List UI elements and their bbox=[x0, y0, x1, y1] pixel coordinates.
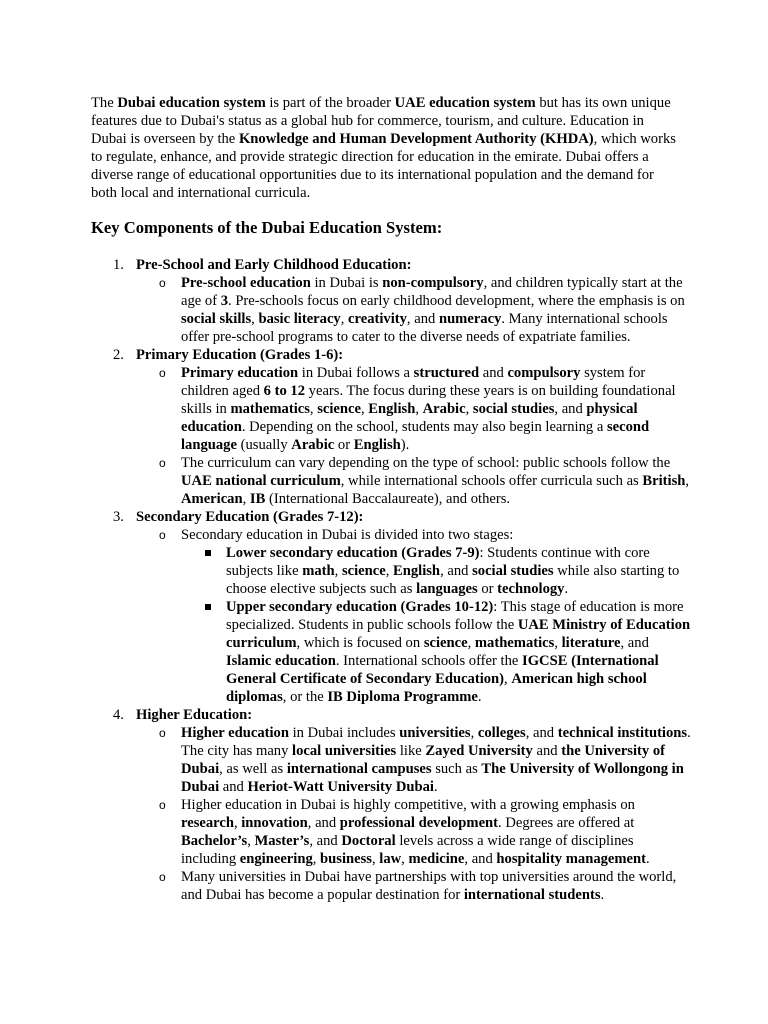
bullet-marker: o bbox=[159, 456, 166, 470]
bullet-marker: o bbox=[159, 366, 166, 380]
bold-text: IGCSE (International General Certificate of Secondary Education) bbox=[226, 653, 659, 687]
bold-text: engineering bbox=[239, 851, 313, 867]
section-heading: Key Components of the Dubai Education System: bbox=[91, 218, 443, 237]
text-run: is part of the broader bbox=[265, 95, 395, 111]
text-run: , and bbox=[620, 635, 649, 651]
text-run: , as well as bbox=[219, 761, 287, 777]
bold-text: non-compulsory bbox=[382, 275, 484, 291]
list-item-text bbox=[181, 796, 691, 868]
bold-text: Dubai education system bbox=[117, 95, 266, 111]
text-run: , bbox=[385, 563, 393, 579]
bold-text: mathematics bbox=[474, 635, 555, 651]
list-section bbox=[91, 346, 691, 508]
nested-sub-list bbox=[181, 544, 691, 706]
square-bullet-icon bbox=[205, 604, 211, 610]
list-item-text bbox=[181, 454, 691, 508]
text-run: , bbox=[309, 401, 318, 417]
text-run: . International schools offer the bbox=[335, 653, 523, 669]
text-run: , and bbox=[464, 851, 497, 867]
text-run: and bbox=[479, 365, 508, 381]
text-run: , bbox=[251, 311, 259, 327]
text-run: . Many international schools offer pre-school programs to cater to the diverse needs of expatriate families. bbox=[181, 311, 668, 345]
bullet-marker: o bbox=[159, 276, 166, 290]
bullet-marker: o bbox=[159, 870, 166, 884]
text-run: while also starting to choose elective subjects such as bbox=[226, 563, 680, 597]
bullet-marker: o bbox=[159, 528, 166, 542]
bold-text: business bbox=[320, 851, 372, 867]
bold-text: American high school diplomas bbox=[226, 671, 647, 705]
text-run: . bbox=[433, 779, 438, 795]
bold-text: Knowledge and Human Development Authority (KHDA) bbox=[238, 131, 594, 147]
text-run: in Dubai is bbox=[310, 275, 383, 291]
bold-text: physical education bbox=[181, 401, 638, 435]
text-run: , bbox=[504, 671, 512, 687]
intro-paragraph bbox=[91, 94, 681, 202]
bold-text: law bbox=[379, 851, 402, 867]
bold-text: international students bbox=[463, 887, 601, 903]
bold-text: Pre-school education bbox=[181, 275, 311, 291]
text-run: in Dubai includes bbox=[288, 725, 400, 741]
bold-text: hospitality management bbox=[496, 851, 647, 867]
bold-text: UAE Ministry of Education curriculum bbox=[226, 617, 691, 651]
list-item bbox=[181, 598, 691, 706]
text-run: , bbox=[465, 401, 473, 417]
list-item bbox=[136, 868, 691, 904]
text-run: or bbox=[334, 437, 354, 453]
bold-text: science bbox=[423, 635, 468, 651]
text-run: : Students continue with core subjects like bbox=[226, 545, 650, 579]
text-run: , bbox=[233, 815, 242, 831]
bold-text: international campuses bbox=[286, 761, 432, 777]
list-section bbox=[91, 706, 691, 904]
text-run: . bbox=[646, 851, 650, 867]
list-item bbox=[181, 544, 691, 598]
text-run: , bbox=[312, 851, 321, 867]
text-run: , bbox=[401, 851, 409, 867]
text-run: , bbox=[415, 401, 423, 417]
list-section-title: Higher Education: bbox=[136, 707, 253, 723]
bold-text: Higher education bbox=[181, 725, 289, 741]
list-number: 2. bbox=[113, 347, 124, 363]
text-run: , and bbox=[440, 563, 473, 579]
sub-list bbox=[136, 364, 691, 508]
text-run: , bbox=[247, 833, 255, 849]
text-run: . bbox=[564, 581, 569, 597]
bold-text: basic literacy bbox=[258, 311, 341, 327]
text-run: levels across a wide range of disciplines including bbox=[181, 833, 634, 867]
text-run: and bbox=[532, 743, 562, 759]
list-item bbox=[136, 796, 691, 868]
text-run: but has its own unique features due to Dubai's status as a global hub for commerce, tourism, and culture. Education in Dubai is overseen by the bbox=[91, 95, 671, 147]
bullet-marker: o bbox=[159, 726, 166, 740]
list-item-text bbox=[181, 274, 691, 346]
bold-text: technology bbox=[497, 581, 565, 597]
text-run: . The city has many bbox=[181, 725, 691, 759]
education-stages-list bbox=[91, 256, 691, 904]
text-run: , which works to regulate, enhance, and provide strategic direction for education in the emirate. Dubai offers a diverse range of educational opportunities due to its international population and the demand for both local and international curricula. bbox=[91, 131, 676, 201]
text-run: Many universities in Dubai have partnerships with top universities around the world, and Dubai has become a popular destination for bbox=[181, 869, 677, 903]
bold-text: universities bbox=[399, 725, 471, 741]
text-run: . Degrees are offered at bbox=[498, 815, 635, 831]
text-run: . bbox=[600, 887, 605, 903]
bold-text: Primary education bbox=[181, 365, 299, 381]
list-section-title: Primary Education (Grades 1-6): bbox=[136, 347, 344, 363]
bold-text: American bbox=[181, 491, 243, 507]
text-run: , or the bbox=[282, 689, 328, 705]
bold-text: UAE national curriculum bbox=[181, 473, 341, 489]
bold-text: science bbox=[317, 401, 361, 417]
text-run: , bbox=[340, 311, 349, 327]
list-item bbox=[136, 274, 691, 346]
bold-text: social studies bbox=[472, 401, 555, 417]
text-run: , bbox=[242, 491, 250, 507]
bold-text: social studies bbox=[472, 563, 554, 579]
text-run: in Dubai follows a bbox=[298, 365, 414, 381]
bold-text: Upper secondary education (Grades 10-12) bbox=[226, 599, 494, 615]
list-item-text bbox=[181, 868, 691, 904]
bold-text: The University of Wollongong in Dubai bbox=[181, 761, 684, 795]
text-run: Secondary education in Dubai is divided into two stages: bbox=[181, 527, 514, 543]
text-run: , and bbox=[554, 401, 587, 417]
bold-text: the University of Dubai bbox=[181, 743, 665, 777]
text-run: . Pre-schools focus on early childhood development, where the emphasis is on bbox=[228, 293, 685, 309]
text-run: , bbox=[360, 401, 369, 417]
list-section-title: Secondary Education (Grades 7-12): bbox=[136, 509, 364, 525]
square-bullet-icon bbox=[205, 550, 211, 556]
text-run: , and children typically start at the age of bbox=[181, 275, 683, 309]
bold-text: innovation bbox=[241, 815, 308, 831]
text-run: The curriculum can vary depending on the type of school: public schools follow the bbox=[181, 455, 671, 471]
bold-text: Lower secondary education (Grades 7-9) bbox=[226, 545, 480, 561]
text-run: (International Baccalaureate), and others. bbox=[265, 491, 511, 507]
text-run: , and bbox=[525, 725, 558, 741]
bold-text: structured bbox=[413, 365, 480, 381]
bold-text: British bbox=[642, 473, 686, 489]
text-run: ). bbox=[400, 437, 410, 453]
bold-text: IB bbox=[249, 491, 266, 507]
text-run: such as bbox=[431, 761, 482, 777]
bold-text: technical institutions bbox=[557, 725, 688, 741]
bold-text: Master’s bbox=[254, 833, 310, 849]
sub-list bbox=[136, 724, 691, 904]
text-run: like bbox=[396, 743, 426, 759]
bold-text: compulsory bbox=[507, 365, 581, 381]
text-run: , bbox=[470, 725, 478, 741]
bold-text: Doctoral bbox=[341, 833, 396, 849]
text-run: , bbox=[371, 851, 380, 867]
list-item-text bbox=[181, 526, 691, 544]
bold-text: 6 to 12 bbox=[263, 383, 306, 399]
list-item-text bbox=[181, 364, 691, 454]
text-run: Higher education in Dubai is highly competitive, with a growing emphasis on bbox=[181, 797, 635, 813]
text-run: , and bbox=[309, 833, 342, 849]
list-item bbox=[136, 454, 691, 508]
text-run: , while international schools offer curricula such as bbox=[340, 473, 643, 489]
bold-text: research bbox=[181, 815, 234, 831]
bold-text: medicine bbox=[408, 851, 465, 867]
text-run: The bbox=[91, 95, 118, 111]
text-run: or bbox=[477, 581, 498, 597]
bold-text: Zayed University bbox=[425, 743, 533, 759]
text-run: , bbox=[467, 635, 475, 651]
list-number: 1. bbox=[113, 257, 124, 273]
bold-text: colleges bbox=[477, 725, 526, 741]
list-item bbox=[136, 724, 691, 796]
text-run: . Depending on the school, students may also begin learning a bbox=[241, 419, 607, 435]
bold-text: Heriot-Watt University Dubai bbox=[247, 779, 434, 795]
bold-text: UAE education system bbox=[394, 95, 536, 111]
text-run: , and bbox=[307, 815, 340, 831]
bold-text: languages bbox=[416, 581, 478, 597]
list-section bbox=[91, 508, 691, 706]
bold-text: math bbox=[302, 563, 335, 579]
bullet-marker: o bbox=[159, 798, 166, 812]
bold-text: creativity bbox=[348, 311, 407, 327]
list-section-title: Pre-School and Early Childhood Education: bbox=[136, 257, 412, 273]
list-item bbox=[136, 364, 691, 454]
list-number: 4. bbox=[113, 707, 124, 723]
bold-text: local universities bbox=[292, 743, 397, 759]
bold-text: IB Diploma Programme bbox=[327, 689, 478, 705]
bold-text: English bbox=[353, 437, 401, 453]
sub-list bbox=[136, 526, 691, 706]
text-run: : This stage of education is more specialized. Students in public schools follow the bbox=[226, 599, 684, 633]
text-run: , and bbox=[406, 311, 439, 327]
bold-text: Islamic education bbox=[226, 653, 336, 669]
bold-text: Arabic bbox=[422, 401, 466, 417]
bold-text: 3 bbox=[220, 293, 229, 309]
text-run: system for children aged bbox=[181, 365, 646, 399]
bold-text: mathematics bbox=[230, 401, 310, 417]
bold-text: second language bbox=[181, 419, 650, 453]
list-item-text bbox=[226, 544, 691, 598]
list-item-text bbox=[181, 724, 691, 796]
bold-text: professional development bbox=[339, 815, 499, 831]
bold-text: English bbox=[368, 401, 416, 417]
bold-text: Arabic bbox=[291, 437, 335, 453]
list-item-text bbox=[226, 598, 691, 706]
bold-text: social skills bbox=[181, 311, 252, 327]
bold-text: literature bbox=[561, 635, 621, 651]
text-run: , bbox=[334, 563, 342, 579]
bold-text: numeracy bbox=[438, 311, 502, 327]
text-run: (usually bbox=[236, 437, 292, 453]
text-run: , bbox=[685, 473, 690, 489]
text-run: , which is focused on bbox=[296, 635, 424, 651]
text-run: and bbox=[219, 779, 248, 795]
sub-list bbox=[136, 274, 691, 346]
text-run: . bbox=[477, 689, 482, 705]
bold-text: science bbox=[341, 563, 386, 579]
bold-text: English bbox=[393, 563, 441, 579]
list-section bbox=[91, 256, 691, 346]
bold-text: Bachelor’s bbox=[181, 833, 248, 849]
list-number: 3. bbox=[113, 509, 124, 525]
text-run: years. The focus during these years is on building foundational skills in bbox=[181, 383, 676, 417]
text-run: , bbox=[554, 635, 562, 651]
list-item bbox=[136, 526, 691, 706]
